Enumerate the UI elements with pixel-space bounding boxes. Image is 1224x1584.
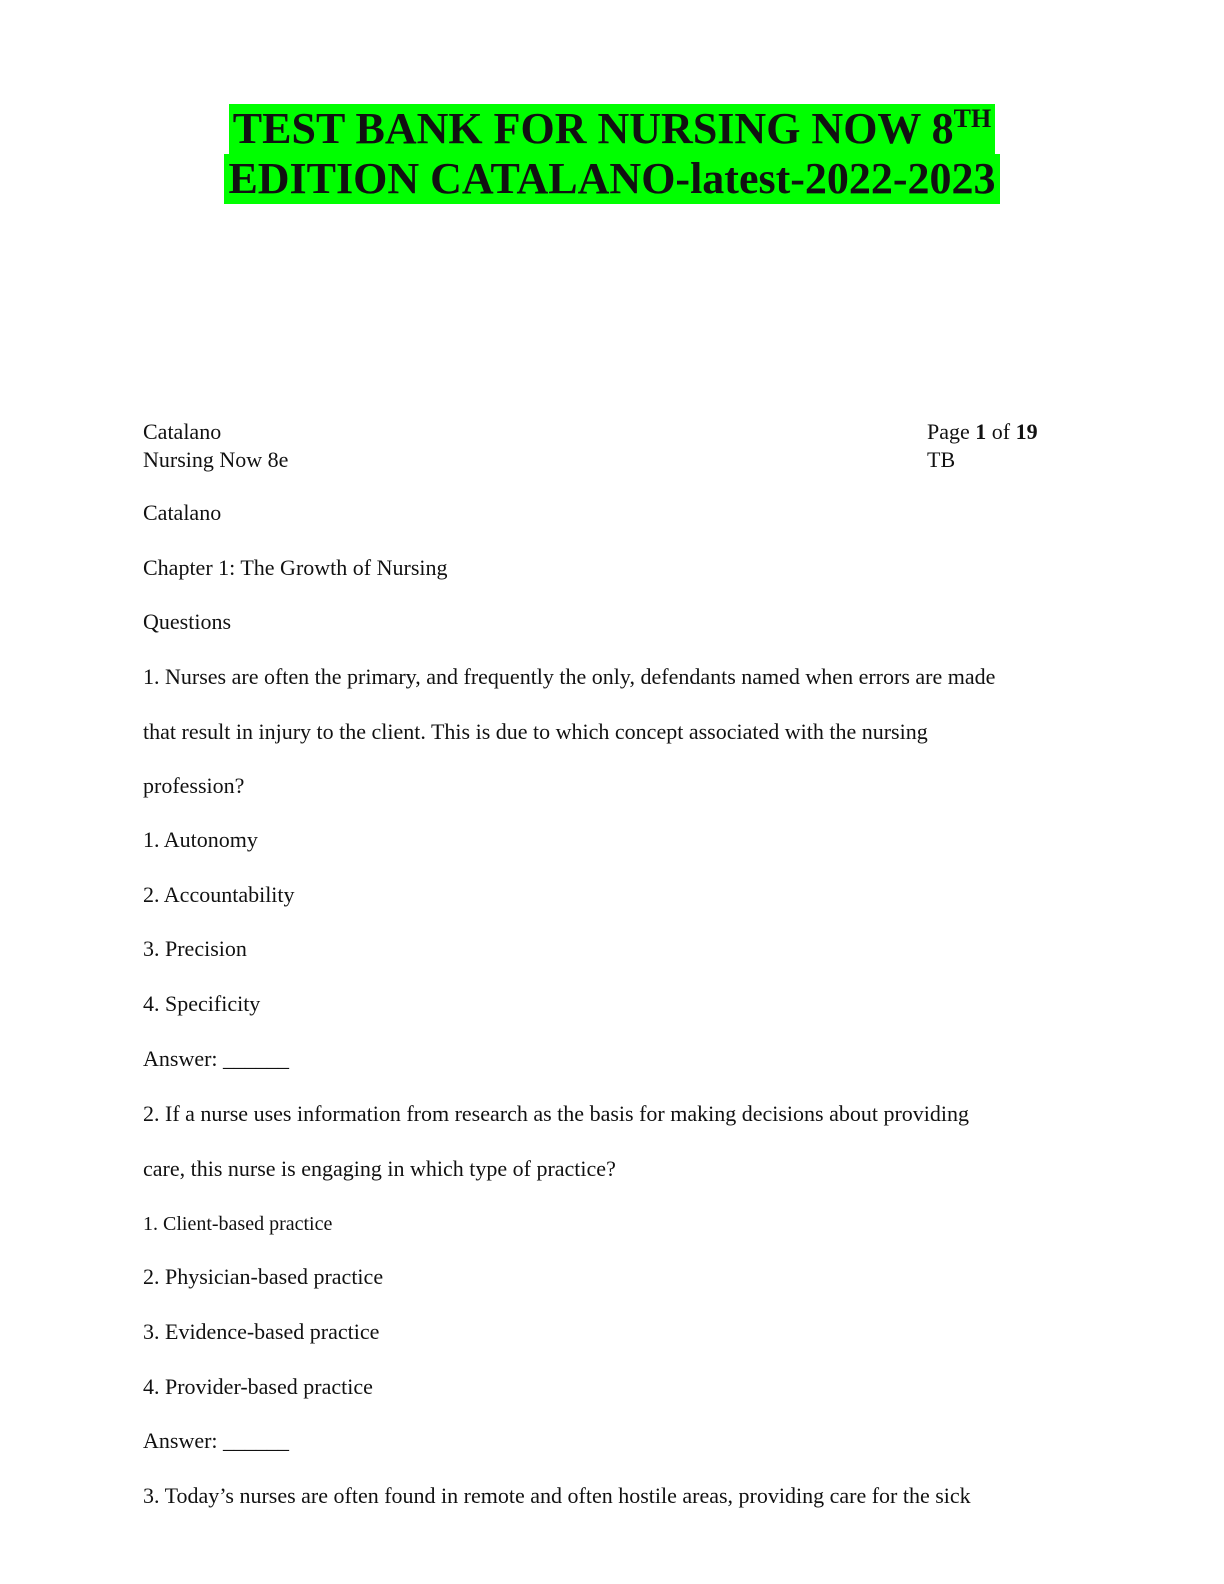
question-1-line-1: 1. Nurses are often the primary, and frequently the only, defendants named when errors are made	[143, 664, 996, 689]
page-indicator	[927, 418, 1038, 446]
question-3-line-1: 3. Today’s nurses are often found in remote and often hostile areas, providing care for the sick	[143, 1483, 971, 1508]
title-superscript: TH	[953, 104, 992, 133]
title-line-2: EDITION CATALANO-latest-2022-2023	[224, 154, 999, 204]
question-2-answer: Answer: ______	[143, 1428, 290, 1453]
running-header-left	[143, 418, 288, 474]
of-word: of	[991, 419, 1011, 444]
title-line-1	[229, 104, 995, 154]
section-heading: Questions	[143, 609, 231, 634]
question-1-line-2: that result in injury to the client. This is due to which concept associated with the nursing	[143, 719, 928, 744]
question-1-option-4: 4. Specificity	[143, 991, 261, 1016]
question-1-option-1: 1. Autonomy	[143, 827, 258, 852]
title-line-1-text: TEST BANK FOR NURSING NOW 8	[232, 104, 954, 153]
question-2-option-3: 3. Evidence-based practice	[143, 1319, 380, 1344]
question-1-answer: Answer: ______	[143, 1046, 290, 1071]
question-2-line-1: 2. If a nurse uses information from research as the basis for making decisions about providing	[143, 1101, 970, 1126]
question-2-option-4: 4. Provider-based practice	[143, 1374, 373, 1399]
header-book: Nursing Now 8e	[143, 447, 289, 472]
page-word: Page	[927, 419, 970, 444]
document-title	[0, 104, 1224, 204]
header-author: Catalano	[143, 419, 222, 444]
running-header-right	[927, 418, 1038, 474]
question-1-line-3: profession?	[143, 773, 245, 798]
body-author: Catalano	[143, 500, 222, 525]
page-number: 1	[975, 419, 987, 444]
question-2-line-2: care, this nurse is engaging in which type of practice?	[143, 1156, 616, 1181]
question-1-option-2: 2. Accountability	[143, 882, 295, 907]
page-total: 19	[1015, 419, 1038, 444]
question-2-option-1: 1. Client-based practice	[143, 1213, 333, 1235]
question-2-option-2: 2. Physician-based practice	[143, 1264, 384, 1289]
header-type: TB	[927, 447, 956, 472]
question-1-option-3: 3. Precision	[143, 936, 247, 961]
chapter-heading: Chapter 1: The Growth of Nursing	[143, 555, 448, 580]
